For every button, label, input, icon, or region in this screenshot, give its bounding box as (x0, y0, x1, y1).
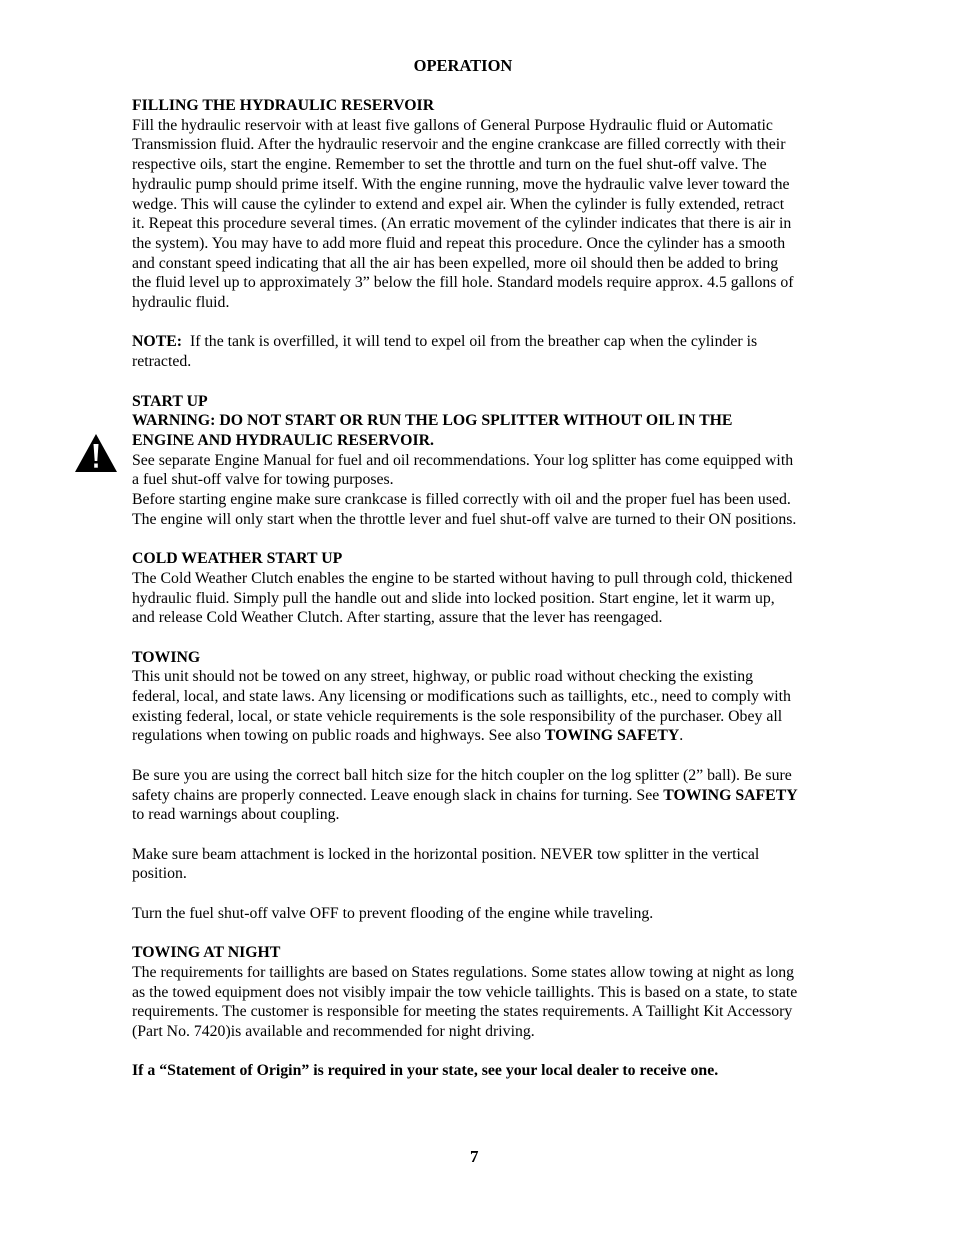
towing-heading: TOWING (132, 648, 201, 666)
section-filling (132, 96, 798, 313)
filling-text: Fill the hydraulic reservoir with at least five gallons of General Purpose Hydraulic fluid or Automatic Transmission fluid. After the hydraulic reservoir and the engine crankcase are filled correctly with their respective oils, start the engine. Remember to set the throttle and turn on the fuel shut-off valve. The hydraulic pump should prime itself. With the engine running, move the hydraulic valve lever toward the wedge. This will cause the cylinder to extend and expel air. When the cylinder is fully extended, retract it. Repeat this procedure several times. (An erratic movement of the cylinder indicates that there is air in the system). You may have to add more fluid and repeat this procedure. Once the cylinder has a smooth and constant speed indicating that all the air has been expelled, more oil should then be added to bring the fluid level up to approximately 3” below the fill hole. Standard models require approx. 4.5 gallons of hydraulic fluid. (132, 116, 794, 312)
towing-text-3: Make sure beam attachment is locked in the horizontal position. NEVER tow splitter in the vertical position. (132, 845, 760, 883)
towing-text-4: Turn the fuel shut-off valve OFF to prevent flooding of the engine while traveling. (132, 904, 654, 922)
section-cold-weather (132, 549, 798, 628)
towing-safety-ref-1: TOWING SAFETY (544, 727, 680, 745)
note-text: If the tank is overfilled, it will tend to expel oil from the breather cap when the cylinder is retracted. (132, 333, 758, 371)
origin-note (132, 1061, 798, 1081)
warning-triangle-icon (74, 433, 118, 473)
section-startup (132, 392, 798, 491)
page-number: 7 (470, 1147, 479, 1166)
origin-text: If a “Statement of Origin” is required in your state, see your local dealer to receive one. (132, 1062, 719, 1080)
startup-heading: START UP (132, 392, 208, 410)
filling-heading: FILLING THE HYDRAULIC RESERVOIR (132, 97, 435, 114)
cold-heading: COLD WEATHER START UP (132, 550, 343, 568)
towing-paragraph-2 (132, 766, 798, 825)
night-text: The requirements for taillights are based on States regulations. Some states allow towing at night as long as the towed equipment does not visibly impair the tow vehicle taillights. This is based on a state, to state requirements. The customer is responsible for meeting the states requirements. A Taillight Kit Accessory (Part No. 7420)is available and recommended for night driving. (132, 963, 798, 1040)
towing-paragraph-3 (132, 845, 798, 884)
night-heading: TOWING AT NIGHT (132, 944, 281, 962)
startup-paragraph-2 (132, 490, 798, 529)
towing-text-2-end: to read warnings about coupling. (132, 806, 340, 824)
towing-text-2: Be sure you are using the correct ball hitch size for the hitch coupler on the log splitter (2” ball). Be sure safety chains are properly connected. Leave enough slack in chains for turning. See (132, 766, 792, 804)
section-towing-night (132, 943, 798, 1042)
towing-text-1-end: . (679, 727, 684, 745)
towing-text-1: This unit should not be towed on any street, highway, or public road without checking the existing federal, local, and state laws. Any licensing or modifications such as taillights, etc., need to comply with existing federal, local, or state vehicle requirements is the sole responsibility of the purchaser. Obey all regulations when towing on public roads and highways. See also (132, 668, 791, 745)
page-body (132, 96, 798, 1101)
note-label: NOTE: (132, 333, 183, 351)
startup-text-2: Before starting engine make sure crankcase is filled correctly with oil and the proper fuel has been used. The engine will only start when the throttle lever and fuel shut-off valve are turned to their ON positions. (132, 491, 797, 528)
startup-text-1: See separate Engine Manual for fuel and oil recommendations. Your log splitter has come equipped with a fuel shut-off valve for towing purposes. (132, 451, 794, 489)
towing-safety-ref-2: TOWING SAFETY (663, 786, 798, 804)
section-note (132, 332, 798, 371)
cold-text: The Cold Weather Clutch enables the engine to be started without having to pull through cold, thickened hydraulic fluid. Simply pull the handle out and slide into locked position. Start engine, let it warm up, and release Cold Weather Clutch. After starting, assure that the lever has reengaged. (132, 569, 793, 627)
section-towing (132, 648, 798, 747)
startup-warning: WARNING: DO NOT START OR RUN THE LOG SPLITTER WITHOUT OIL IN THE ENGINE AND HYDRAULIC RESERVOIR. (132, 412, 733, 449)
towing-paragraph-4 (132, 904, 798, 924)
page-title: OPERATION (413, 56, 513, 75)
